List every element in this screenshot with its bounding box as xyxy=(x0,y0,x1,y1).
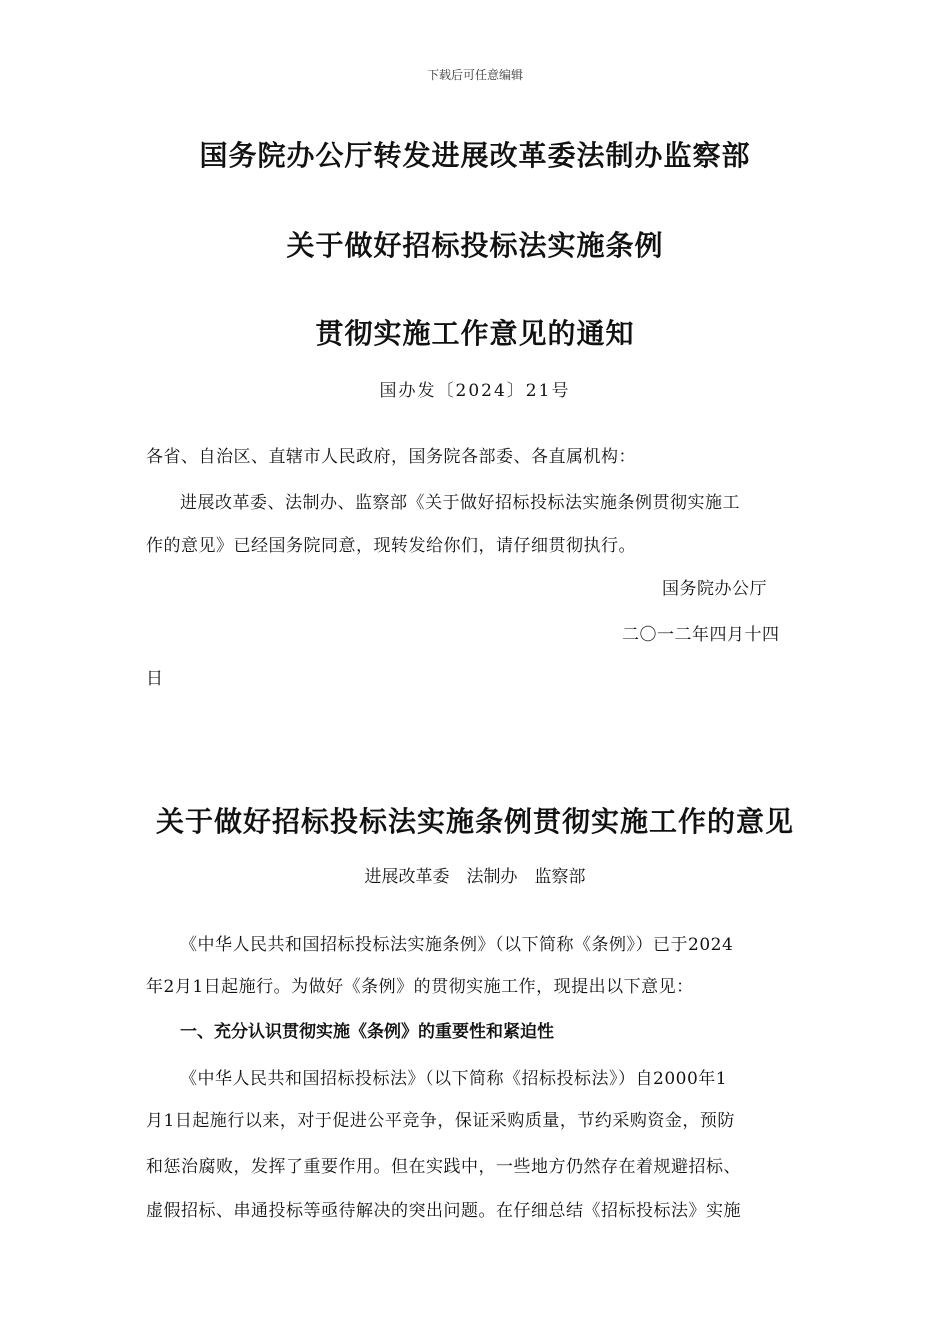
opinion-issuers: 进展改革委 法制办 监察部 xyxy=(364,867,586,887)
notice-title-line-3: 贯彻实施工作意见的通知 xyxy=(315,317,635,350)
intro-line-2: 年2月1日起施行。为做好《条例》的贯彻实施工作，现提出以下意见： xyxy=(146,977,694,997)
salutation: 各省、自治区、直辖市人民政府，国务院各部委、各直属机构： xyxy=(146,447,636,467)
page-header: 下载后可任意编辑 xyxy=(426,68,523,82)
section-1-line-1: 《中华人民共和国招标投标法》（以下简称《招标投标法》）自2000年1 xyxy=(180,1069,728,1089)
notice-title-line-1: 国务院办公厅转发进展改革委法制办监察部 xyxy=(199,139,751,172)
section-1-line-2: 月1日起施行以来，对于促进公平竞争，保证采购质量，节约采购资金，预防 xyxy=(146,1111,735,1131)
intro-line-1: 《中华人民共和国招标投标法实施条例》（以下简称《条例》）已于2024 xyxy=(180,935,734,955)
notice-title-line-2: 关于做好招标投标法实施条例 xyxy=(286,229,664,262)
section-1-line-3: 和惩治腐败，发挥了重要作用。但在实践中，一些地方仍然存在着规避招标、 xyxy=(146,1157,741,1177)
section-1-heading: 一、充分认识贯彻实施《条例》的重要性和紧迫性 xyxy=(180,1022,554,1042)
notice-body-line-2: 作的意见》已经国务院同意，现转发给你们，请仔细贯彻执行。 xyxy=(146,536,636,556)
document-number: 国办发〔2024〕21号 xyxy=(379,381,571,401)
notice-body-line-1: 进展改革委、法制办、监察部《关于做好招标投标法实施条例贯彻实施工 xyxy=(180,493,740,513)
opinion-title: 关于做好招标投标法实施条例贯彻实施工作的意见 xyxy=(155,805,794,838)
section-1-line-4: 虚假招标、串通投标等亟待解决的突出问题。在仔细总结《招标投标法》实施 xyxy=(146,1201,741,1221)
signature: 国务院办公厅 xyxy=(662,579,767,599)
date-line-2: 日 xyxy=(146,669,164,689)
date-line-1: 二〇一二年四月十四 xyxy=(622,625,780,645)
